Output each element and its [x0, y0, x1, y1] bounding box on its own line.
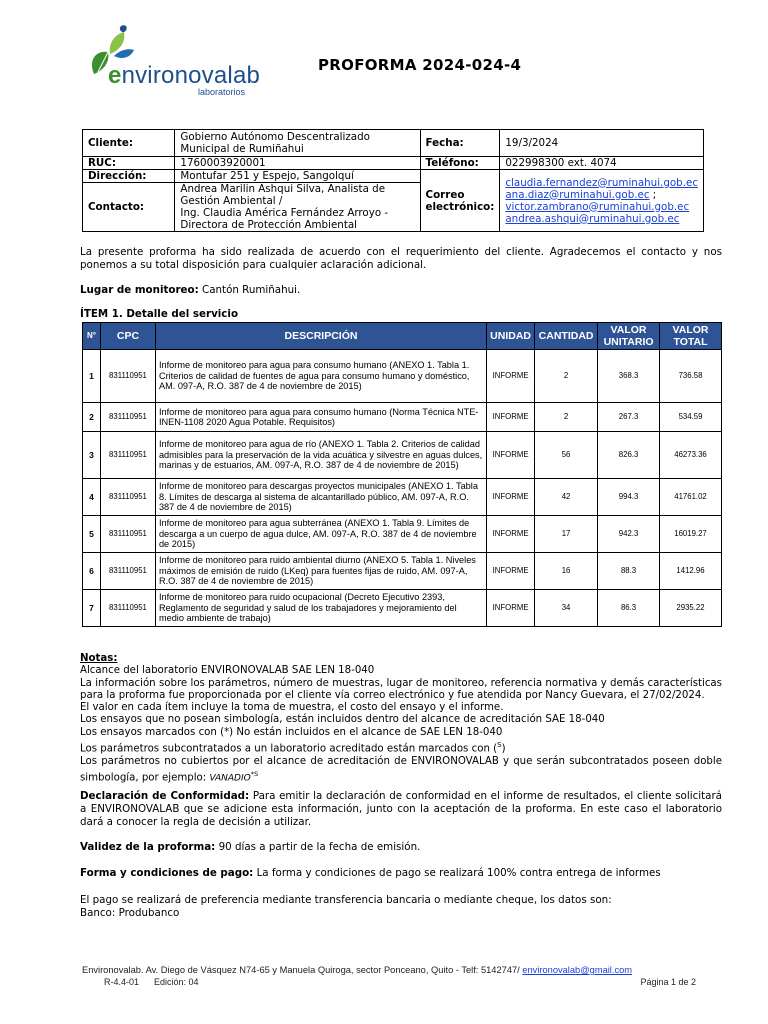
header-cpc: CPC	[100, 323, 155, 350]
row-quantity: 17	[535, 516, 598, 553]
logo-subtitle: laboratorios	[198, 87, 246, 97]
row-description: Informe de monitoreo para agua subterránea (ANEXO 1. Tabla 9. Límites de descarga a un cuerpo de agua dulce, AM. 097-A, R.O. 387 de 4 de noviembre de 2015)	[155, 516, 486, 553]
client-info-table	[82, 129, 704, 232]
phone-value: 022998300 ext. 4074	[500, 157, 704, 170]
header-total: VALOR TOTAL	[660, 323, 722, 350]
footer-address-text: Environovalab. Av. Diego de Vásquez N74-65 y Manuela Quiroga, sector Ponceano, Quito - Telf: 5142747/	[82, 965, 523, 975]
row-unit: INFORME	[487, 432, 535, 479]
date-value: 19/3/2024	[500, 130, 704, 157]
footer-code: R-4.4-01 Edición: 04	[104, 977, 199, 987]
conformity-label: Declaración de Conformidad:	[80, 790, 250, 802]
header-unit-price: VALOR UNITARIO	[598, 323, 660, 350]
note-line: Los ensayos marcados con (*) No están incluidos en el alcance de SAE LEN 18-040	[80, 726, 503, 738]
row-unit: INFORME	[487, 479, 535, 516]
row-description: Informe de monitoreo para ruido ocupacional (Decreto Ejecutivo 2393, Reglamento de seguridad y salud de los trabajadores y mejoramiento del medio ambiente de trabajo)	[155, 590, 486, 627]
row-cpc: 831110951	[100, 432, 155, 479]
location-value: Cantón Rumiñahui.	[198, 284, 301, 296]
footer-address	[82, 965, 632, 975]
table-row	[83, 479, 722, 516]
row-number: 5	[83, 516, 101, 553]
ruc-label: RUC:	[83, 157, 175, 170]
payment-method: El pago se realizará de preferencia mediante transferencia bancaria o mediante cheque, los datos son:	[80, 894, 612, 906]
bank: Banco: Produbanco	[80, 907, 180, 919]
header-number: N°	[83, 323, 101, 350]
row-cpc: 831110951	[100, 553, 155, 590]
row-quantity: 42	[535, 479, 598, 516]
row-quantity: 2	[535, 350, 598, 403]
row-unit: INFORME	[487, 350, 535, 403]
date-label: Fecha:	[420, 130, 500, 157]
row-number: 6	[83, 553, 101, 590]
item-title: ÍTEM 1. Detalle del servicio	[80, 308, 239, 320]
row-unit: INFORME	[487, 590, 535, 627]
service-detail-table	[82, 322, 722, 627]
row-unit-price: 267.3	[598, 403, 660, 432]
note-line: El valor en cada ítem incluye la toma de muestra, el costo del ensayo y el informe.	[80, 702, 504, 714]
client-label: Cliente:	[83, 130, 175, 157]
phone-label: Teléfono:	[420, 157, 500, 170]
header-description: DESCRIPCIÓN	[155, 323, 486, 350]
row-number: 3	[83, 432, 101, 479]
note-example: VANADIO	[209, 773, 251, 784]
location-label: Lugar de monitoreo:	[80, 284, 199, 296]
row-total: 46273.36	[660, 432, 722, 479]
row-cpc: 831110951	[100, 516, 155, 553]
row-cpc: 831110951	[100, 350, 155, 403]
address-label: Dirección:	[83, 170, 175, 183]
row-total: 41761.02	[660, 479, 722, 516]
conformity-declaration	[80, 790, 722, 829]
row-cpc: 831110951	[100, 590, 155, 627]
row-total: 1412.96	[660, 553, 722, 590]
contact-line-1: Andrea Marilin Ashqui Silva, Analista de Gestión Ambiental /	[180, 183, 386, 207]
row-number: 2	[83, 403, 101, 432]
payment-text: La forma y condiciones de pago se realizará 100% contra entrega de informes	[253, 867, 661, 879]
ruc-value: 1760003920001	[175, 157, 420, 170]
note-line: Los ensayos que no posean simbología, están incluidos dentro del alcance de acreditación SAE 18-040	[80, 714, 605, 726]
note-superscript: S	[497, 741, 502, 750]
table-row	[83, 516, 722, 553]
payment-label: Forma y condiciones de pago:	[80, 867, 254, 879]
row-number: 1	[83, 350, 101, 403]
validity-label: Validez de la proforma:	[80, 841, 216, 853]
table-row	[83, 432, 722, 479]
notes-title: Notas:	[80, 653, 118, 664]
table-row	[83, 403, 722, 432]
row-number: 4	[83, 479, 101, 516]
row-quantity: 34	[535, 590, 598, 627]
monitoring-location	[80, 284, 722, 297]
header-unit: UNIDAD	[487, 323, 535, 350]
note-line	[80, 739, 722, 756]
row-cpc: 831110951	[100, 479, 155, 516]
page-number: Página 1 de 2	[640, 977, 696, 987]
validity	[80, 841, 722, 854]
table-row	[83, 350, 722, 403]
row-total: 736.58	[660, 350, 722, 403]
table-row	[83, 553, 722, 590]
email-link-3[interactable]: victor.zambrano@ruminahui.gob.ec	[505, 200, 690, 213]
row-quantity: 2	[535, 403, 598, 432]
payment-terms	[80, 867, 722, 880]
company-logo	[86, 24, 261, 102]
note-line: Alcance del laboratorio ENVIRONOVALAB SAE LEN 18-040	[80, 665, 375, 677]
note-text-end: )	[501, 743, 506, 755]
address-value: Montufar 251 y Espejo, Sangolquí	[175, 170, 420, 183]
email-label: Correo electrónico:	[420, 170, 500, 232]
note-text: Los parámetros subcontratados a un laboratorio acreditado están marcados con (	[80, 743, 498, 755]
note-superscript: *S	[250, 770, 259, 779]
table-header-row	[83, 323, 722, 350]
email-values	[500, 170, 704, 232]
note-line	[80, 756, 722, 785]
row-unit-price: 88.3	[598, 553, 660, 590]
email-link-2[interactable]: ana.diaz@ruminahui.gob.ec	[505, 188, 650, 201]
row-description: Informe de monitoreo para agua para consumo humano (Norma Técnica NTE-INEN-1108 2020 Agua Potable. Requisitos)	[155, 403, 486, 432]
row-total: 534.59	[660, 403, 722, 432]
row-unit: INFORME	[487, 516, 535, 553]
validity-text: 90 días a partir de la fecha de emisión.	[215, 841, 421, 853]
row-quantity: 56	[535, 432, 598, 479]
row-unit-price: 994.3	[598, 479, 660, 516]
row-unit: INFORME	[487, 553, 535, 590]
row-unit-price: 826.3	[598, 432, 660, 479]
row-unit-price: 368.3	[598, 350, 660, 403]
footer-email-link[interactable]: environovalab@gmail.com	[522, 965, 633, 975]
row-unit: INFORME	[487, 403, 535, 432]
intro-paragraph: La presente proforma ha sido realizada de acuerdo con el requerimiento del cliente. Agradecemos el contacto y nos ponemos a su total disposición para cualquier aclaración adicional.	[80, 246, 722, 271]
email-link-4[interactable]: andrea.ashqui@ruminahui.gob.ec	[505, 212, 680, 225]
row-total: 2935.22	[660, 590, 722, 627]
logo-wordmark: environovalab	[108, 62, 261, 89]
row-description: Informe de monitoreo para agua para consumo humano (ANEXO 1. Tabla 1. Criterios de calidad de fuentes de agua para consumo humano y doméstico, AM. 097-A, R.O. 387 de 4 de noviembre de 2015)	[155, 350, 486, 403]
email-link-1[interactable]: claudia.fernandez@ruminahui.gob.ec	[505, 176, 698, 189]
document-title: PROFORMA 2024-024-4	[318, 56, 522, 74]
row-unit-price: 86.3	[598, 590, 660, 627]
row-number: 7	[83, 590, 101, 627]
row-description: Informe de monitoreo para ruido ambiental diurno (ANEXO 5. Tabla 1. Niveles máximos de emisión de ruido (LKeq) para fuentes fijas de ruido, AM. 097-A, R.O. 387 de 4 de noviembre de 2015)	[155, 553, 486, 590]
row-description: Informe de monitoreo para agua de río (ANEXO 1. Tabla 2. Criterios de calidad admisibles para la preservación de la vida acuática y silvestre en aguas dulces, marinas y de estuarios, AM. 097-A, R.O. 387 de 4 de noviembre de 2015)	[155, 432, 486, 479]
row-cpc: 831110951	[100, 403, 155, 432]
row-unit-price: 942.3	[598, 516, 660, 553]
table-row	[83, 590, 722, 627]
email-separator: ;	[649, 188, 657, 201]
row-quantity: 16	[535, 553, 598, 590]
header-quantity: CANTIDAD	[535, 323, 598, 350]
note-text: Los parámetros no cubiertos por el alcance de acreditación de ENVIRONOVALAB y que serán subcontratados poseen doble simbología, por ejemplo:	[80, 755, 722, 784]
row-total: 16019.27	[660, 516, 722, 553]
row-description: Informe de monitoreo para descargas proyectos municipales (ANEXO 1. Tabla 8. Límites de descarga al sistema de alcantarillado público, AM. 097-A, R.O. 387 de 4 de noviembre de 2015)	[155, 479, 486, 516]
contact-label: Contacto:	[83, 183, 175, 232]
client-value: Gobierno Autónomo Descentralizado Municipal de Rumiñahui	[175, 130, 420, 157]
contact-value	[175, 183, 420, 232]
notes-section	[80, 653, 722, 785]
contact-line-2: Ing. Claudia América Fernández Arroyo - Directora de Protección Ambiental	[180, 207, 389, 231]
conformity-text: Para emitir la declaración de conformidad en el informe de resultados, el cliente solicitará a ENVIRONOVALAB que se adicione esta información, junto con la aceptación de la proforma. En este caso el laboratorio dará a conocer la regla de decisión a utilizar.	[80, 790, 722, 828]
note-line: La información sobre los parámetros, número de muestras, lugar de monitoreo, referencia normativa y demás características para la proforma fue proporcionada por el cliente vía correo electrónico y fue atendida por Nancy Guevara, el 27/02/2024.	[80, 677, 722, 701]
